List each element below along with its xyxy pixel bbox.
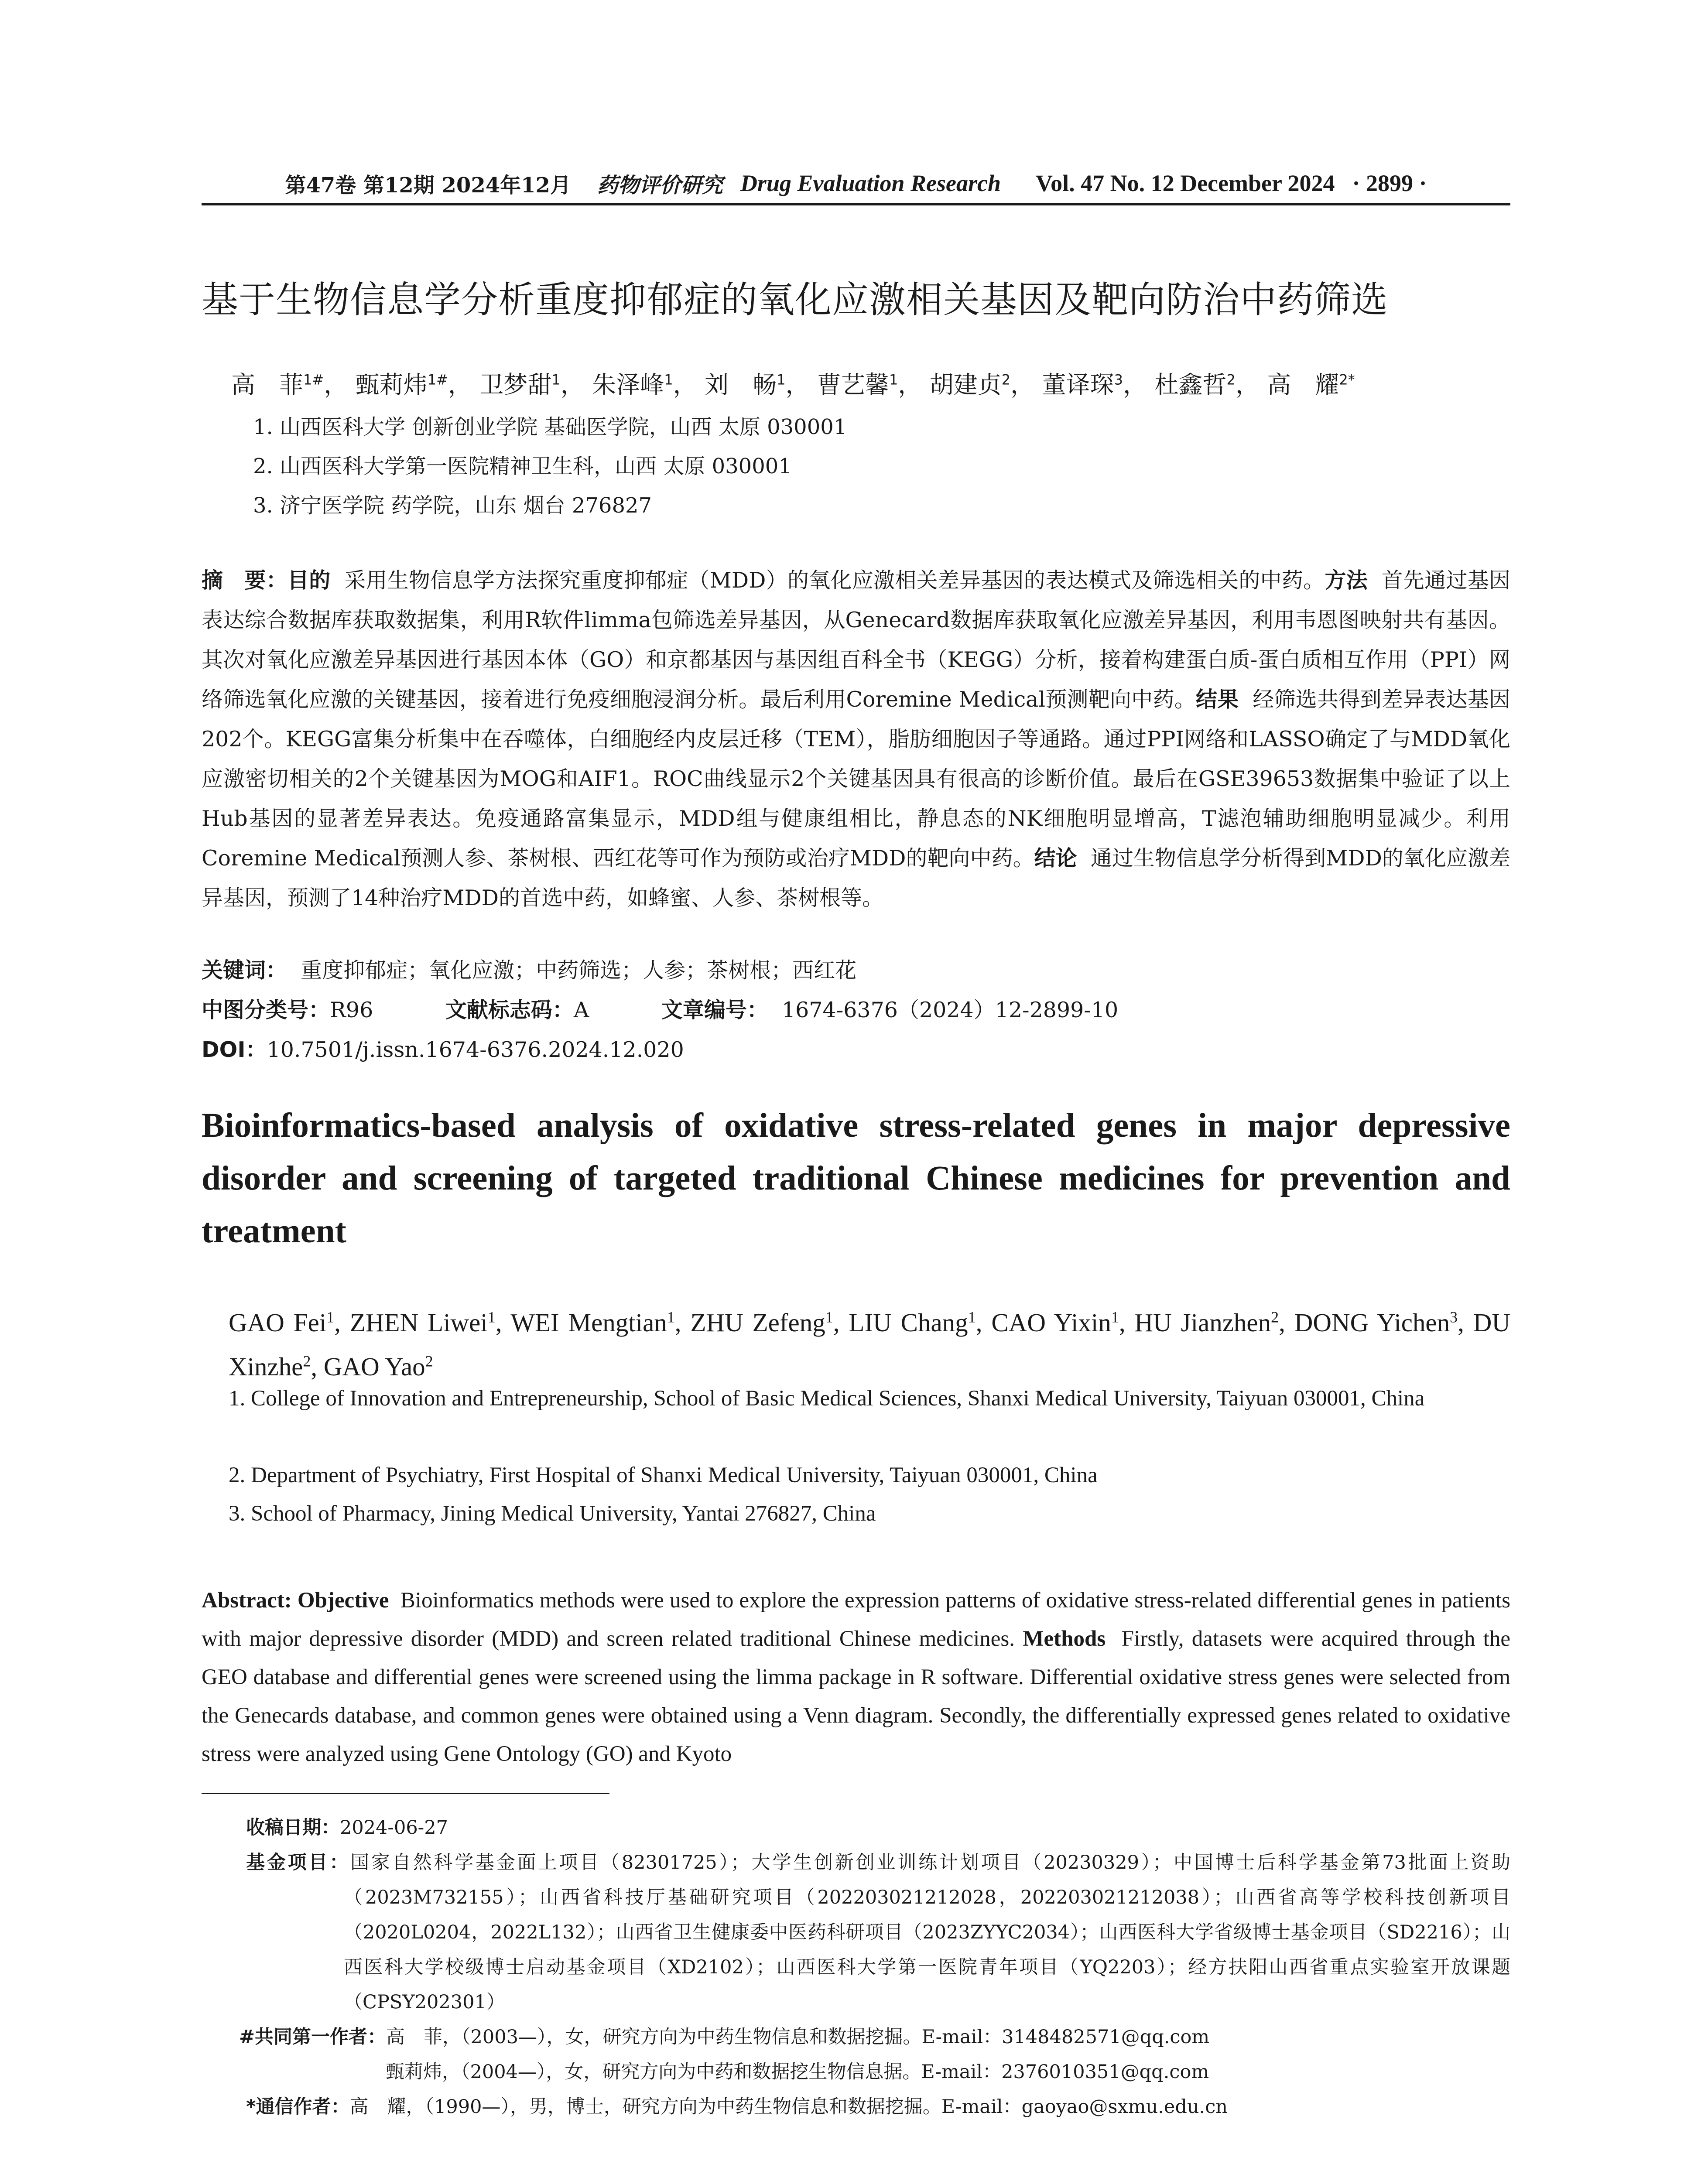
author-cn: 刘 畅$^1$ [705, 371, 786, 399]
received-label: 收稿日期： [246, 1817, 340, 1839]
author-en: LIU Chang$^1$ [849, 1308, 976, 1337]
author-cn: 高 耀$^{2*}$ [1267, 371, 1355, 399]
author-en: ZHEN Liwei$^1$ [349, 1308, 496, 1337]
abstract-en-methods-label: Methods [1023, 1627, 1106, 1651]
author-cn: 高 菲$^{1\#}$ [231, 371, 324, 399]
header-divider [202, 203, 1510, 205]
classification-line [202, 993, 1510, 1024]
authors-en: GAO Fei$^1$, ZHEN Liwei$^1$, WEI Mengtian$^1$, ZHU Zefeng$^1$, LIU Chang$^1$, CAO Yixin$^1$, HU Jianzhen$^2$, DONG Yichen$^3$, DU Xinzhe$^2$, GAO Yao$^2$ [229, 1308, 1510, 1381]
doc-code-label: 文献标志码： [445, 998, 574, 1022]
doi-line [202, 1033, 1510, 1063]
abstract-en-label: Abstract: [202, 1588, 292, 1613]
page-number: · 2899 · [1352, 170, 1427, 196]
title-cn: 基于生物信息学分析重度抑郁症的氧化应激相关基因及靶向防治中药筛选 [202, 278, 1389, 321]
issue-cn: 第47卷 第12期 2024年12月 [285, 173, 571, 198]
author-en: GAO Fei$^1$ [229, 1308, 335, 1337]
abstract-en-objective: Bioinformatics methods were used to explore the expression patterns of oxidative stress-related differential genes in patients with major depressive disorder (MDD) and screen related traditional Chinese medicines. [202, 1588, 1510, 1651]
article-no-label: 文章编号： [661, 998, 768, 1022]
abstract-cn-methods-label: 方法 [1325, 568, 1368, 593]
author-cn: 杜鑫哲$^2$ [1154, 371, 1236, 399]
volume-en: Vol. 47 No. 12 December 2024 [1036, 170, 1335, 196]
author-cn: 董译琛$^3$ [1042, 371, 1123, 399]
journal-name-cn: 药物评价研究 [597, 173, 723, 198]
author-en: DU Xinzhe$^2$ [229, 1308, 1510, 1381]
affiliation-cn-3: 3. 济宁医学院 药学院，山东 烟台 276827 [253, 493, 652, 518]
affiliation-en-2: 2. Department of Psychiatry, First Hospital of Shanxi Medical University, Taiyuan 030001, China [229, 1463, 1098, 1487]
received-value: 2024-06-27 [340, 1817, 448, 1839]
author-en: GAO Yao$^2$ [323, 1352, 433, 1381]
abstract-cn-results: 经筛选共得到差异表达基因202个。KEGG富集分析集中在吞噬体，白细胞经内皮层迁移（TEM），脂肪细胞因子等通路。通过PPI网络和LASSO确定了与MDD氧化应激密切相关的2个关键基因为MOG和AIF1。ROC曲线显示2个关键基因具有很高的诊断价值。最后在GSE39653数据集中验证了以上Hub基因的显著差异表达。免疫通路富集显示，MDD组与健康组相比，静息态的NK细胞明显增高，T滤泡辅助细胞明显减少。利用Coremine Medical预测人参、茶树根、西红花等可作为预防或治疗MDD的靶向中药。 [202, 687, 1510, 871]
funding [246, 1845, 1510, 2020]
corresponding-author [246, 2089, 1510, 2124]
abstract-cn [202, 561, 1510, 918]
clc-value: R96 [330, 998, 373, 1022]
corresponding-label: *通信作者： [246, 2096, 350, 2118]
author-en: DONG Yichen$^3$ [1294, 1308, 1458, 1337]
co-first-label: #共同第一作者： [239, 2026, 387, 2048]
footnote-divider [202, 1793, 609, 1794]
abstract-cn-conclusion: 通过生物信息学分析得到MDD的氧化应激差异基因，预测了14种治疗MDD的首选中药，如蜂蜜、人参、茶树根等。 [202, 846, 1510, 910]
abstract-cn-conclusion-label: 结论 [1034, 846, 1077, 871]
affiliation-cn-2: 2. 山西医科大学第一医院精神卫生科，山西 太原 030001 [253, 454, 792, 479]
received-date [246, 1810, 1510, 1845]
author-cn: 甄莉炜$^{1\#}$ [355, 371, 448, 399]
affiliation-en-3: 3. School of Pharmacy, Jining Medical University, Yantai 276827, China [229, 1501, 876, 1526]
affiliation-cn-1: 1. 山西医科大学 创新创业学院 基础医学院，山西 太原 030001 [253, 415, 847, 439]
abstract-cn-results-label: 结果 [1196, 687, 1239, 712]
co-first-author-2: 甄莉炜，（2004—），女，研究方向为中药和数据挖生物信息据。E-mail：2376010351@qq.com [386, 2061, 1209, 2083]
co-first-author-2-line [386, 2055, 1650, 2089]
article-no-value: 1674-6376（2024）12-2899-10 [782, 998, 1119, 1022]
abstract-cn-label: 摘 要： [202, 568, 288, 593]
abstract-cn-methods: 首先通过基因表达综合数据库获取数据集，利用R软件limma包筛选差异基因，从Genecard数据库获取氧化应激差异基因，利用韦恩图映射共有基因。其次对氧化应激差异基因进行基因本体（GO）和京都基因与基因组百科全书（KEGG）分析，接着构建蛋白质-蛋白质相互作用（PPI）网络筛选氧化应激的关键基因，接着进行免疫细胞浸润分析。最后利用Coremine Medical预测靶向中药。 [202, 568, 1510, 712]
funding-value: 国家自然科学基金面上项目（82301725）；大学生创新创业训练计划项目（20230329）；中国博士后科学基金第73批面上资助（2023M732155）；山西省科技厅基础研究项目（202203021212028，202203021212038）；山西省高等学校科技创新项目（2020L0204，2022L132）；山西省卫生健康委中医药科研项目（2023ZYYC2034）；山西医科大学省级博士基金项目（SD2216）；山西医科大学校级博士启动基金项目（XD2102）；山西医科大学第一医院青年项目（YQ2203）；经方扶阳山西省重点实验室开放课题（CPSY202301） [344, 1852, 1510, 2013]
abstract-en-methods: Firstly, datasets were acquired through the GEO database and differential genes were screened using the limma package in R software. Differential oxidative stress genes were selected from the Genecards database, and common genes were obtained using a Venn diagram. Secondly, the differentially expressed genes related to oxidative stress were analyzed using Gene Ontology (GO) and Kyoto [202, 1627, 1510, 1766]
authors-cn: 高 菲$^{1\#}$， 甄莉炜$^{1\#}$， 卫梦甜$^1$， 朱泽峰$^1$， 刘 畅$^1$， 曹艺馨$^1$， 胡建贞$^2$， 董译琛$^3$， 杜鑫哲$^2$， 高 耀$^{2*}$ [231, 371, 1355, 399]
author-en: HU Jianzhen$^2$ [1134, 1308, 1279, 1337]
author-en: WEI Mengtian$^1$ [510, 1308, 675, 1337]
co-first-author-1: 高 菲，（2003—），女，研究方向为中药生物信息和数据挖掘。E-mail：3148482571@qq.com [386, 2026, 1210, 2048]
author-en: CAO Yixin$^1$ [991, 1308, 1119, 1337]
author-cn: 胡建贞$^2$ [929, 371, 1011, 399]
abstract-cn-purpose: 采用生物信息学方法探究重度抑郁症（MDD）的氧化应激相关差异基因的表达模式及筛选相关的中药。 [344, 568, 1325, 593]
abstract-en-objective-label: Objective [297, 1588, 389, 1613]
abstract-en [202, 1581, 1510, 1773]
doi-value[interactable]: 10.7501/j.issn.1674-6376.2024.12.020 [267, 1037, 684, 1062]
co-first-authors [239, 2020, 1503, 2055]
keywords-cn-label: 关键词： [202, 958, 288, 983]
doi-label: DOI： [202, 1037, 267, 1062]
affiliation-en-1: 1. College of Innovation and Entrepreneurship, School of Basic Medical Sciences, Shanxi Medical University, Taiyuan 030001, China [229, 1386, 1425, 1411]
clc-label: 中图分类号： [202, 998, 330, 1022]
abstract-cn-purpose-label: 目的 [288, 568, 331, 593]
author-cn: 卫梦甜$^1$ [479, 371, 561, 399]
doc-code-value: A [573, 998, 589, 1022]
keywords-cn [202, 954, 1510, 984]
corresponding-value: 高 耀，（1990—），男，博士，研究方向为中药生物信息和数据挖掘。E-mail：gaoyao@sxmu.edu.cn [349, 2096, 1228, 2118]
title-en: Bioinformatics-based analysis of oxidative stress-related genes in major depressive disorder and screening of targeted traditional Chinese medicines for prevention and treatment [202, 1107, 1510, 1250]
author-cn: 朱泽峰$^1$ [592, 371, 673, 399]
author-en: ZHU Zefeng$^1$ [690, 1308, 833, 1337]
keywords-cn-value: 重度抑郁症；氧化应激；中药筛选；人参；茶树根；西红花 [301, 958, 857, 983]
funding-label: 基金项目： [246, 1852, 351, 1873]
running-header [202, 168, 1510, 198]
author-cn: 曹艺馨$^1$ [817, 371, 898, 399]
journal-name-en: Drug Evaluation Research [740, 170, 1001, 196]
